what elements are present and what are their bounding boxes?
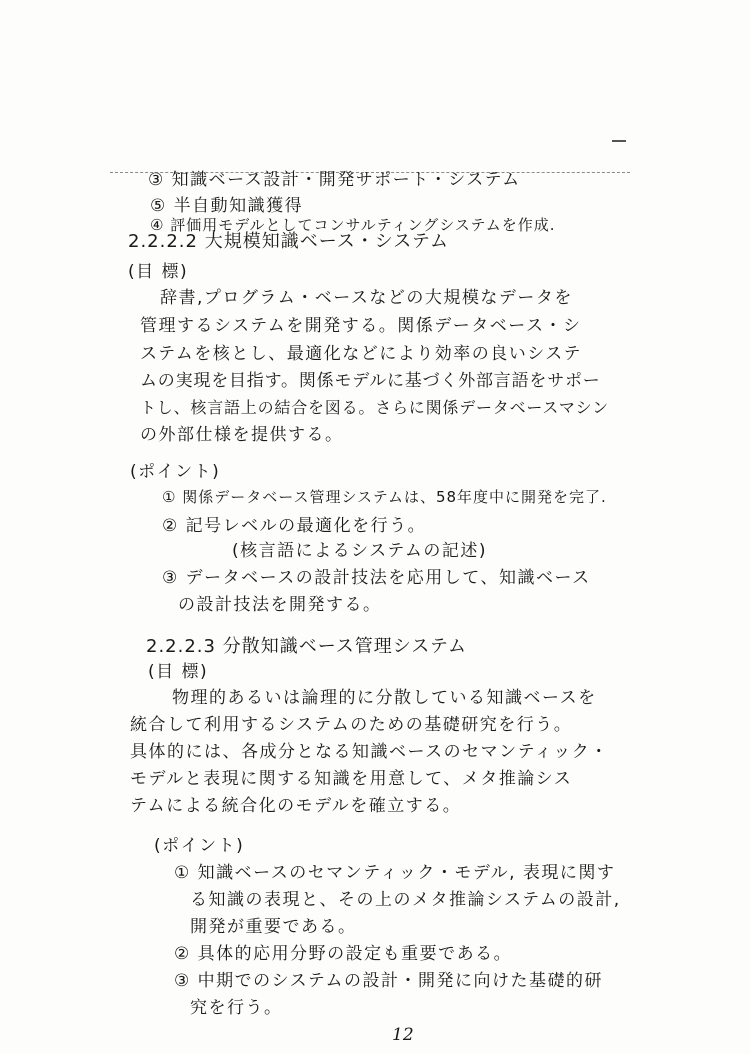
- section-2223-goal-line-5: テムによる統合化のモデルを確立する。: [130, 796, 462, 816]
- section-2223-point-line-3: 開発が重要である。: [190, 917, 357, 937]
- section-2223-goal-line-1: 物理的あるいは論理的に分散している知識ベースを: [172, 688, 597, 708]
- section-2223-point-line-4: ② 具体的応用分野の設定も重要である。: [174, 944, 513, 964]
- section-2222-heading: 2.2.2.2 大規模知識ベース・システム: [128, 231, 449, 252]
- section-2222-goal-line-4: ムの実現を目指す。関係モデルに基づく外部言語をサポー: [140, 371, 601, 391]
- margin-mark: [612, 140, 626, 142]
- section-2223-point-line-5: ③ 中期でのシステムの設計・開発に向けた基礎的研: [174, 971, 603, 991]
- section-2223-point-line-2: る知識の表現と、その上のメタ推論システムの設計,: [190, 890, 621, 910]
- section-2222-goal-line-5: トし、核言語上の結合を図る。さらに関係データベースマシン: [140, 398, 609, 417]
- section-2223-heading: 2.2.2.3 分散知識ベース管理システム: [146, 636, 467, 657]
- section-2222-point-label: (ポイント): [130, 462, 221, 482]
- section-2223-goal-line-4: モデルと表現に関する知識を用意して、メタ推論シス: [130, 769, 573, 789]
- section-2223-point-line-1: ① 知識ベースのセマンティック・モデル, 表現に関す: [174, 863, 616, 883]
- section-2222-point-line-2: ② 記号レベルの最適化を行う。: [162, 516, 427, 536]
- section-2222-goal-line-6: の外部仕様を提供する。: [140, 425, 344, 445]
- section-2222-point-line-5: の設計技法を開発する。: [178, 595, 382, 615]
- page-number: 12: [392, 1025, 414, 1045]
- section-2223-point-line-6: 究を行う。: [190, 998, 283, 1018]
- section-2222-goal-line-2: 管理するシステムを開発する。関係データベース・シ: [140, 316, 582, 336]
- section-2222-point-line-1: ① 関係データベース管理システムは、58年度中に開発を完了.: [162, 488, 607, 506]
- section-2223-goal-line-2: 統合して利用するシステムのための基礎研究を行う。: [130, 715, 573, 735]
- section-2222-point-line-4: ③ データベースの設計技法を応用して、知識ベース: [162, 568, 591, 588]
- section-2222-point-line-3: (核言語によるシステムの記述): [232, 541, 488, 561]
- section-2223-goal-line-3: 具体的には、各成分となる知識ベースのセマンティック・: [130, 742, 609, 762]
- intro-item-3: ④ 評価用モデルとしてコンサルティングシステムを作成.: [150, 216, 556, 234]
- intro-item-2: ⑤ 半自動知識獲得: [150, 196, 304, 216]
- section-2222-goal-label: (目 標): [128, 262, 189, 282]
- section-2223-goal-label: (目 標): [148, 662, 209, 682]
- section-2222-goal-line-1: 辞書,プログラム・ベースなどの大規模なデータを: [160, 288, 573, 308]
- intro-item-1: ③ 知識ベース設計・開発サポート・システム: [148, 170, 521, 190]
- section-2223-point-label: (ポイント): [154, 836, 245, 856]
- section-2222-goal-line-3: ステムを核とし、最適化などにより効率の良いシステ: [140, 344, 582, 364]
